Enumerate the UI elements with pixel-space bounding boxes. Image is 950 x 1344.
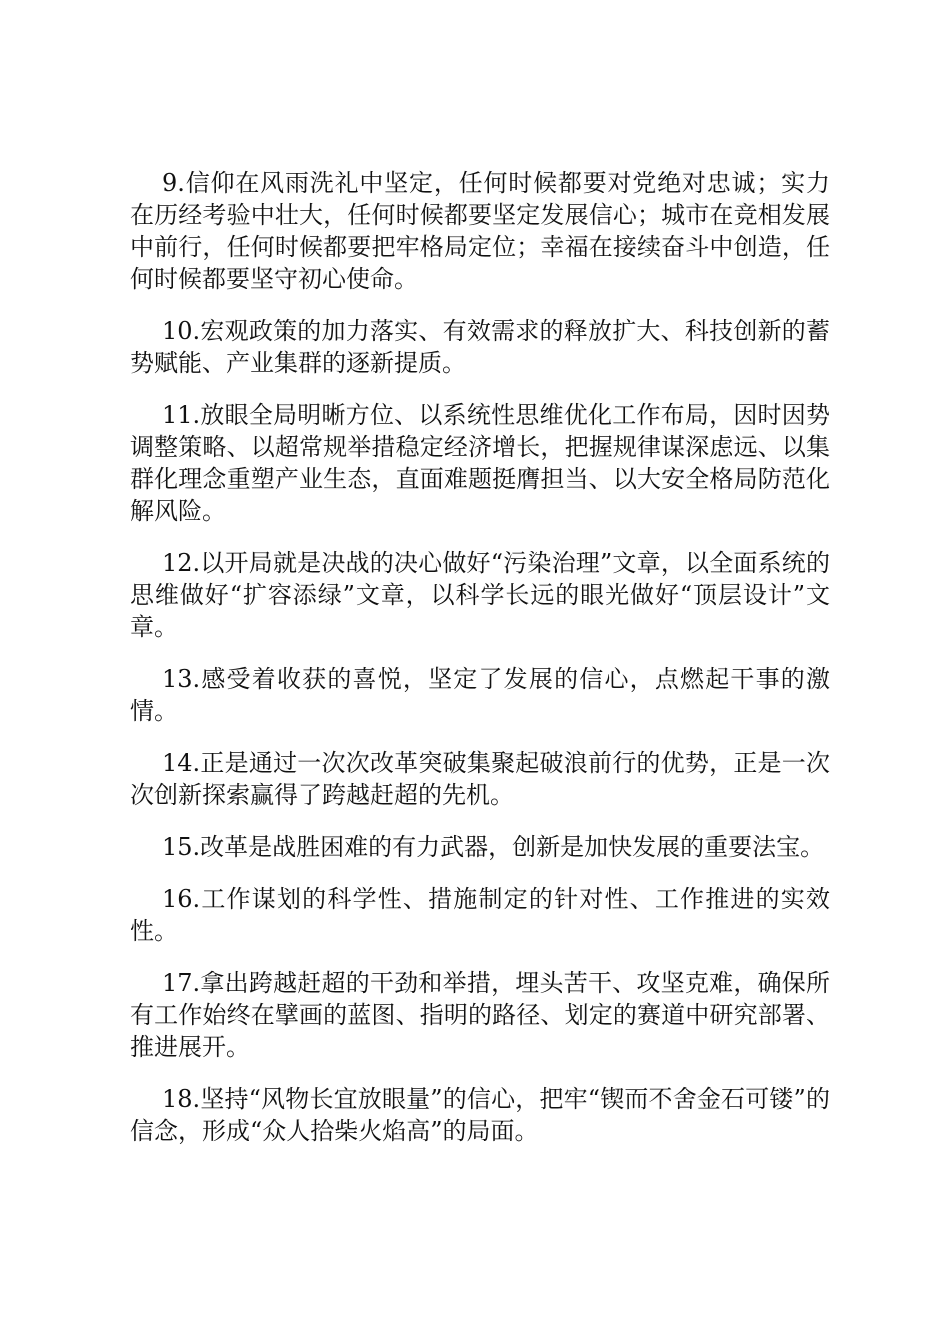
paragraph-9: 9.信仰在风雨洗礼中坚定，任何时候都要对党绝对忠诚；实力在历经考验中壮大，任何时候都要坚定发展信心；城市在竞相发展中前行，任何时候都要把牢格局定位；幸福在接续奋斗中创造，任何时候都要坚守初心使命。 [130, 169, 830, 293]
paragraph-18: 18.坚持“风物长宜放眼量”的信心，把牢“锲而不舍金石可镂”的信念，形成“众人拾柴火焰高”的局面。 [130, 1085, 830, 1145]
paragraph-11: 11.放眼全局明晰方位、以系统性思维优化工作布局，因时因势调整策略、以超常规举措稳定经济增长，把握规律谋深虑远、以集群化理念重塑产业生态，直面难题挺膺担当、以大安全格局防范化解风险。 [130, 401, 830, 525]
paragraph-16: 16.工作谋划的科学性、措施制定的针对性、工作推进的实效性。 [130, 885, 830, 945]
paragraph-15: 15.改革是战胜困难的有力武器，创新是加快发展的重要法宝。 [162, 833, 825, 861]
paragraph-10: 10.宏观政策的加力落实、有效需求的释放扩大、科技创新的蓄势赋能、产业集群的逐新提质。 [130, 317, 830, 377]
paragraph-12: 12.以开局就是决战的决心做好“污染治理”文章，以全面系统的思维做好“扩容添绿”文章，以科学长远的眼光做好“顶层设计”文章。 [130, 549, 830, 641]
document-body [130, 167, 830, 1167]
paragraph-17: 17.拿出跨越赶超的干劲和举措，埋头苦干、攻坚克难，确保所有工作始终在擘画的蓝图、指明的路径、划定的赛道中研究部署、推进展开。 [130, 969, 830, 1061]
paragraph-13: 13.感受着收获的喜悦，坚定了发展的信心，点燃起干事的激情。 [130, 665, 830, 725]
paragraph-14: 14.正是通过一次次改革突破集聚起破浪前行的优势，正是一次次创新探索赢得了跨越赶超的先机。 [130, 749, 830, 809]
